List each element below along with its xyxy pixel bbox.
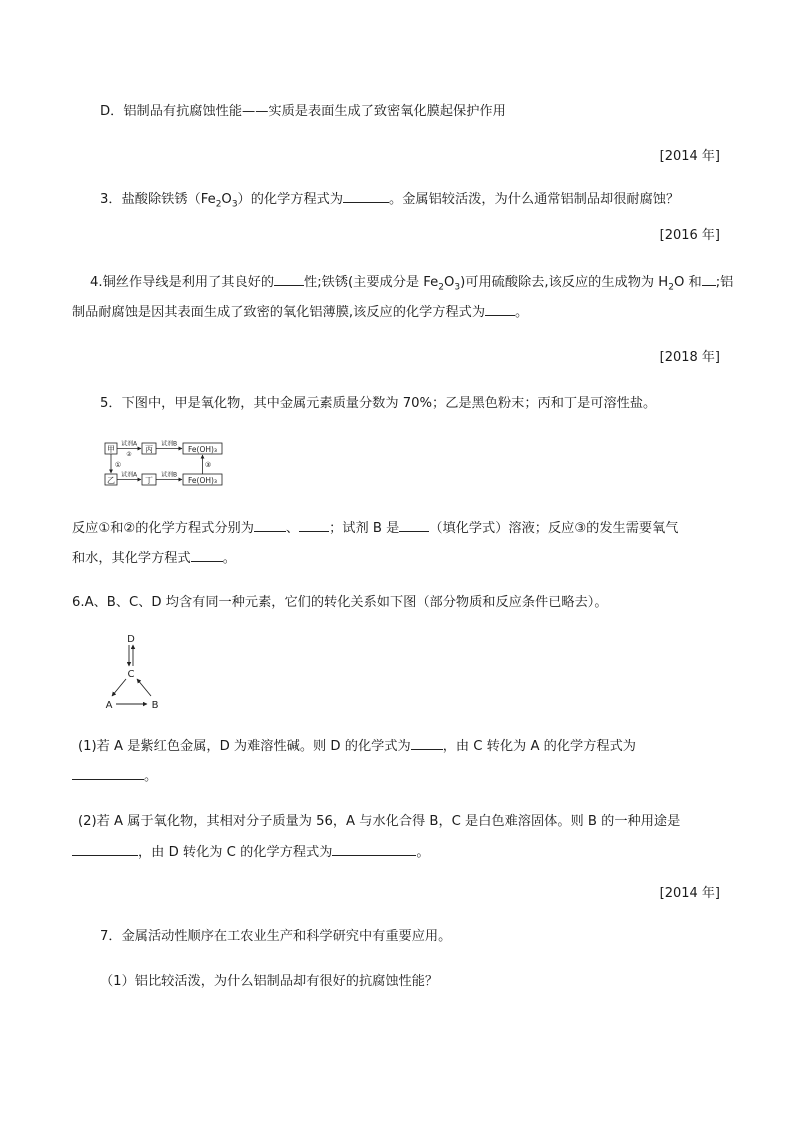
answer-blank[interactable] (411, 737, 443, 750)
answer-blank[interactable] (72, 767, 144, 780)
label-bing: 丙 (145, 445, 153, 454)
reagent-b-bottom: 试剂B (160, 471, 178, 479)
node-a: A (105, 700, 113, 711)
question-5-line1: 反应①和②的化学方程式分别为 、 ；试剂 B 是 （填化学式）溶液；反应③的发生需要氧气 (72, 521, 679, 536)
q5-flow-diagram (104, 438, 226, 488)
question-4-line2: 制品耐腐蚀是因其表面生成了致密的氧化铝薄膜,该反应的化学方程式为 。 (72, 305, 529, 320)
reaction-1-label: ① (114, 461, 122, 469)
question-5-line2: 和水，其化学方程式 。 (72, 551, 236, 566)
question-7-stem: 7．金属活动性顺序在工农业生产和科学研究中有重要应用。 (100, 929, 452, 944)
answer-blank[interactable] (332, 843, 416, 856)
reagent-b-top: 试剂B (160, 440, 178, 448)
reaction-3-label: ③ (204, 461, 212, 469)
node-b: B (151, 700, 159, 711)
arrow-c-a (112, 679, 126, 696)
answer-blank[interactable] (191, 549, 223, 562)
question-3: 3．盐酸除铁锈$(Fe_2O_3)$的化学方程式为 。金属铝较活泼，为什么通常铝制品却很耐腐蚀？ (100, 192, 680, 210)
year-tag: [2016 年] (659, 228, 720, 243)
label-feoh3-bottom: Fe(OH)₃ (188, 476, 217, 485)
option-d: D．铝制品有抗腐蚀性能——实质是表面生成了致密氧化膜起保护作用 (100, 104, 506, 119)
year-tag: [2014 年] (659, 886, 720, 901)
label-yi: 乙 (107, 476, 115, 485)
year-tag: [2018 年] (659, 350, 720, 365)
answer-blank[interactable] (399, 519, 429, 532)
arrow-b-c (137, 679, 151, 696)
question-6-part2-line2: ，由 D 转化为 C 的化学方程式为 。 (72, 843, 430, 862)
question-7-part1: （1）铝比较活泼，为什么铝制品却有很好的抗腐蚀性能？ (100, 974, 439, 989)
reagent-a-top: 试剂A (120, 440, 138, 448)
answer-blank[interactable] (485, 303, 515, 316)
question-6-part1-line2: 。 (72, 767, 157, 786)
question-4: 4.铜丝作导线是利用了其良好的 性;铁锈(主要成分是 $Fe_2O_3$)可用硫酸除去,该反应的生成物为 $H_2O$ 和 ;铝 (90, 275, 734, 293)
year-tag: [2014 年] (659, 149, 720, 164)
node-c: C (127, 669, 135, 680)
answer-blank[interactable] (702, 273, 716, 286)
label-ding: 丁 (145, 476, 153, 485)
label-jia: 甲 (107, 445, 115, 454)
reaction-2-label: ② (126, 451, 132, 458)
reagent-a-bottom: 试剂A (120, 471, 138, 479)
answer-blank[interactable] (72, 843, 138, 856)
answer-blank[interactable] (343, 190, 389, 203)
label-feoh3-top: Fe(OH)₃ (188, 445, 217, 454)
question-6-part2: (2)若 A 属于氧化物，其相对分子质量为 56，A 与水化合得 B，C 是白色难溶固体。则 B 的一种用途是 (78, 814, 681, 829)
node-d: D (127, 634, 135, 645)
answer-blank[interactable] (274, 273, 304, 286)
q6-conversion-diagram (100, 630, 166, 712)
question-5-stem: 5．下图中，甲是氧化物，其中金属元素质量分数为 70%；乙是黑色粉末；丙和丁是可溶性盐。 (100, 396, 657, 411)
answer-blank[interactable] (299, 519, 329, 532)
question-6-stem: 6.A、B、C、D 均含有同一种元素，它们的转化关系如下图（部分物质和反应条件已略去）。 (72, 595, 608, 610)
answer-blank[interactable] (254, 519, 286, 532)
question-6-part1: (1)若 A 是紫红色金属，D 为难溶性碱。则 D 的化学式为 ，由 C 转化为 A 的化学方程式为 (78, 739, 636, 754)
